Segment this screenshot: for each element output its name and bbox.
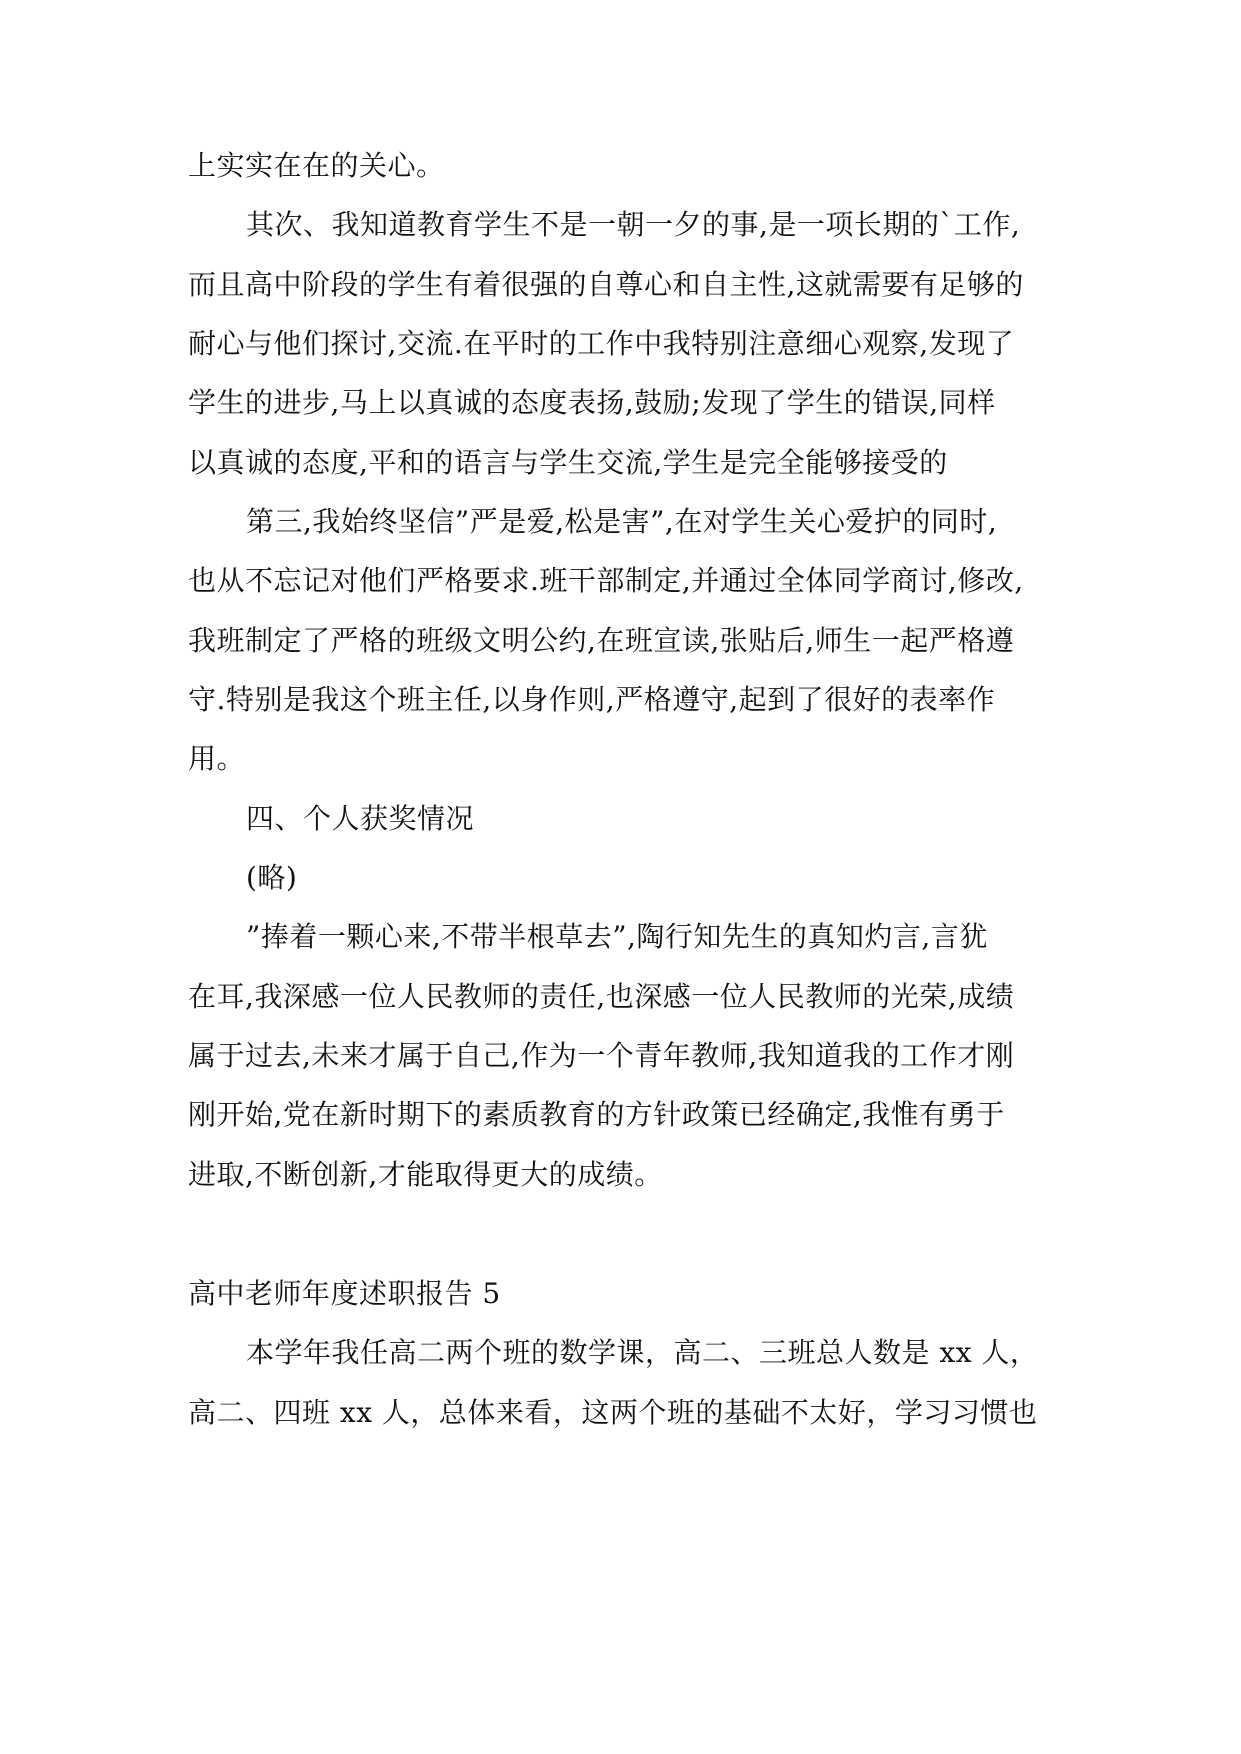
section-heading: 四、个人获奖情况 — [246, 802, 475, 835]
text-line: ”捧着一颗心来,不带半根草去”,陶行知先生的真知灼言,言犹 — [246, 920, 988, 953]
text-line: 用。 — [188, 742, 246, 775]
text-line: 高二、四班 xx 人，总体来看，这两个班的基础不太好，学习习惯也 — [188, 1396, 1038, 1429]
text-line: 其次、我知道教育学生不是一朝一夕的事,是一项长期的`工作, — [246, 208, 1021, 241]
text-line: 属于过去,未来才属于自己,作为一个青年教师,我知道我的工作才刚 — [188, 1039, 1015, 1072]
report-title: 高中老师年度述职报告 5 — [188, 1277, 501, 1310]
text-line: 本学年我任高二两个班的数学课，高二、三班总人数是 xx 人， — [246, 1336, 1039, 1369]
text-line: (略) — [246, 861, 298, 894]
text-line: 以真诚的态度,平和的语言与学生交流,学生是完全能够接受的 — [188, 446, 948, 479]
text-line: 守.特别是我这个班主任,以身作则,严格遵守,起到了很好的表率作 — [188, 683, 996, 716]
text-line: 第三,我始终坚信”严是爱,松是害”,在对学生关心爱护的同时, — [246, 505, 998, 538]
text-line: 学生的进步,马上以真诚的态度表扬,鼓励;发现了学生的错误,同样 — [188, 386, 996, 419]
text-line: 我班制定了严格的班级文明公约,在班宣读,张贴后,师生一起严格遵 — [188, 624, 1015, 657]
text-line: 而且高中阶段的学生有着很强的自尊心和自主性,这就需要有足够的 — [188, 268, 1024, 301]
text-line: 进取,不断创新,才能取得更大的成绩。 — [188, 1158, 663, 1191]
text-line: 上实实在在的关心。 — [188, 149, 445, 182]
text-line: 在耳,我深感一位人民教师的责任,也深感一位人民教师的光荣,成绩 — [188, 980, 1015, 1013]
text-line: 也从不忘记对他们严格要求.班干部制定,并通过全体同学商讨,修改, — [188, 564, 1024, 597]
text-line: 刚开始,党在新时期下的素质教育的方针政策已经确定,我惟有勇于 — [188, 1098, 1005, 1131]
text-line: 耐心与他们探讨,交流.在平时的工作中我特别注意细心观察,发现了 — [188, 327, 1015, 360]
